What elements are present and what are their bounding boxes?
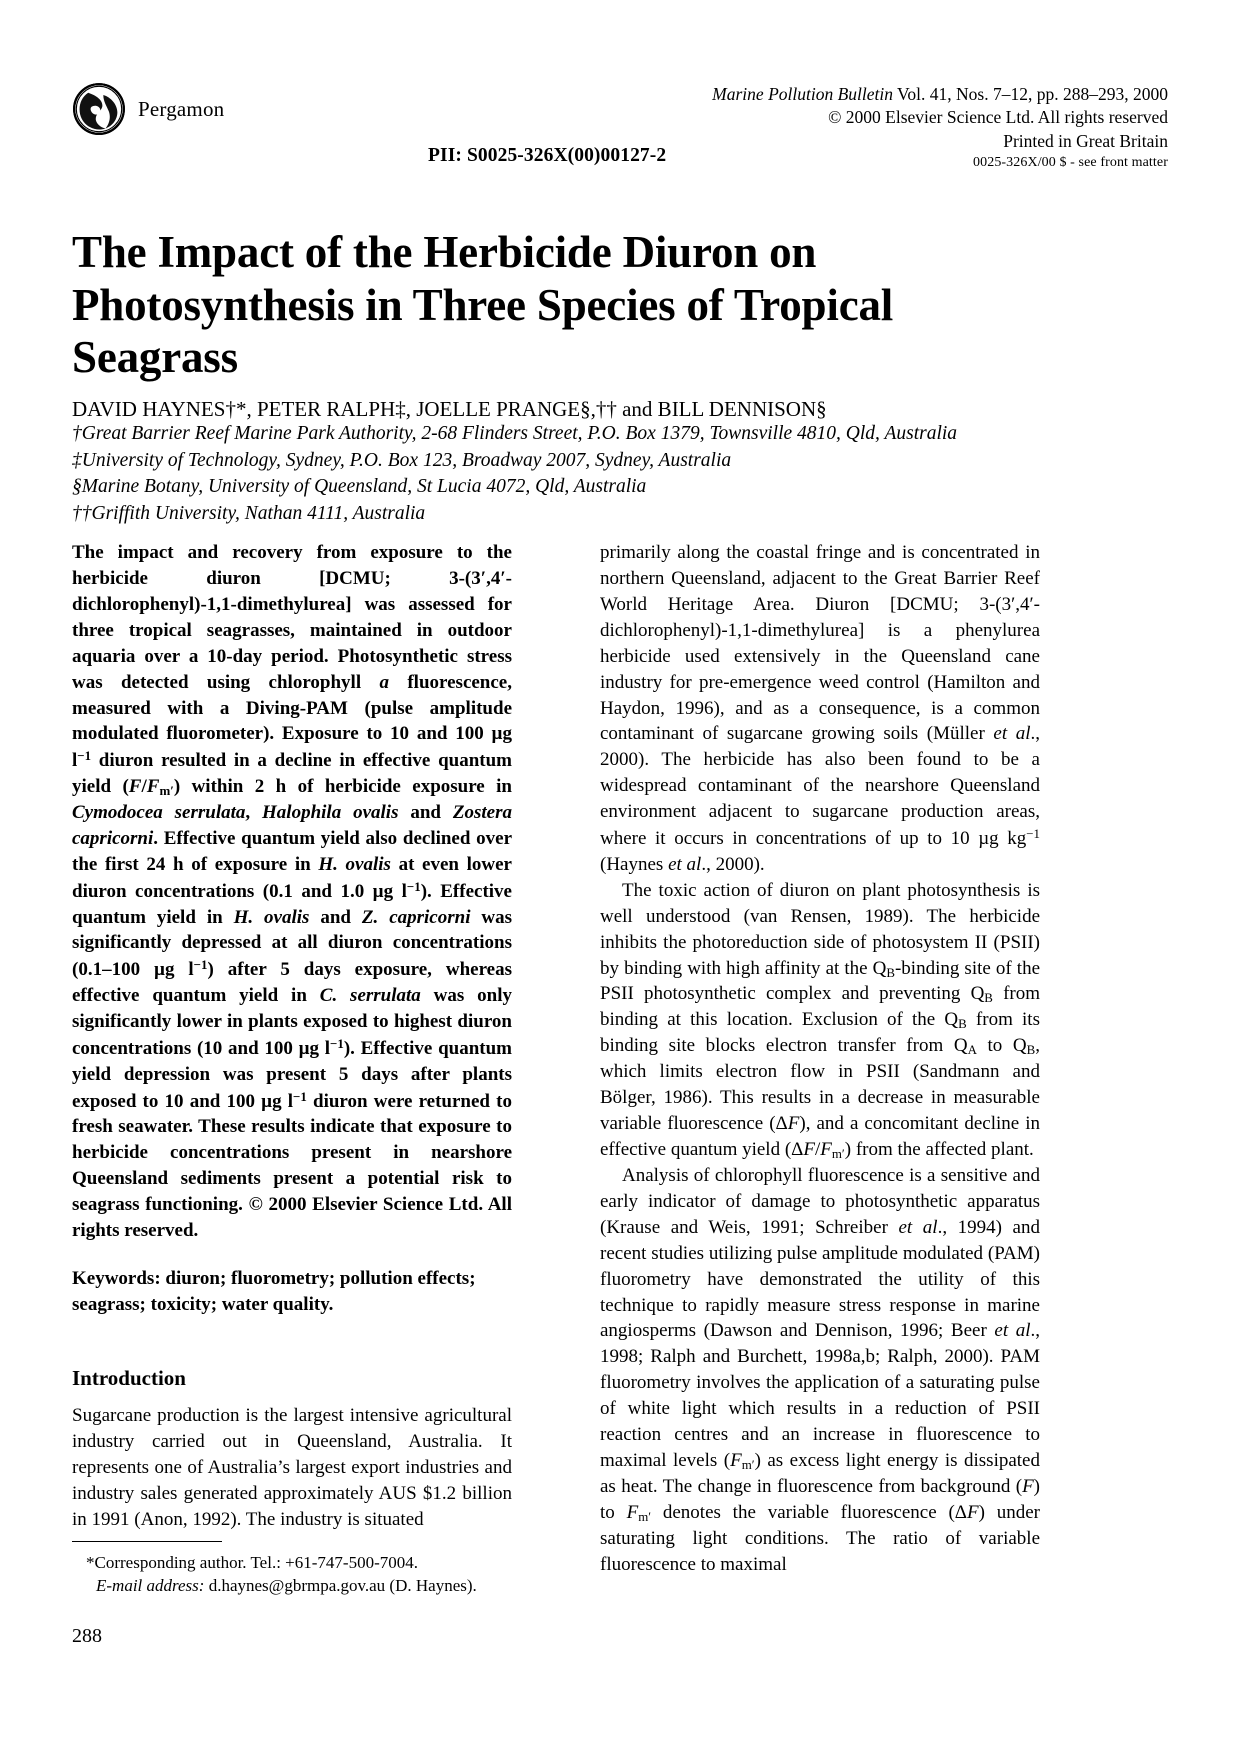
page-number: 288 bbox=[72, 1625, 102, 1647]
footnote-divider bbox=[72, 1541, 222, 1542]
affiliation-item: †Great Barrier Reef Marine Park Authority, 2-68 Flinders Street, P.O. Box 1379, Townsville 4810, Qld, Australia bbox=[72, 423, 958, 444]
body-paragraph: The toxic action of diuron on plant photosynthesis is well understood (van Rensen, 1989). The herbicide inhibits the photoreduction side of photosystem II (PSII) by binding with high affinity at the $Q_B$-binding site of the PSII photosynthetic complex and preventing $Q_B$ from binding at this location. Exclusion of the $Q_B$ from its binding site blocks electron transfer from $Q_A$ to $Q_B$, which limits electron flow in PSII (Sandmann and Bölger, 1986). This results in a decrease in measurable variable fluorescence (ΔF), and a concomitant decline in effective quantum yield $(\Delta F/F_{m'})$ from the affected plant. bbox=[600, 879, 1040, 1162]
journal-citation-line bbox=[712, 83, 1168, 106]
issn-front-matter-line: 0025-326X/00 $ - see front matter bbox=[973, 155, 1168, 171]
affiliation-item: ‡University of Technology, Sydney, P.O. Box 123, Broadway 2007, Sydney, Australia bbox=[72, 449, 732, 471]
body-paragraph: Analysis of chlorophyll fluorescence is a sensitive and early indicator of damage to photosynthetic apparatus (Krause and Weis, 1991; Schreiber et al., 1994) and recent studies utilizing pulse amplitude modulated (PAM) fluorometry have demonstrated the utility of this technique to rapidly measure stress response in marine angiosperms (Dawson and Dennison, 1996; Beer et al., 1998; Ralph and Burchett, 1998a,b; Ralph, 2000). PAM fluorometry involves the application of a saturating pulse of white light which results in a reduction of PSII reaction centres and an increase in fluorescence to maximal levels $(F_{m'})$ as excess light energy is dissipated as heat. The change in fluorescence from background (F) to $F_{m'}$ denotes the variable fluorescence (ΔF) under saturating light conditions. The ratio of variable fluorescence to maximal bbox=[600, 1164, 1040, 1575]
affiliation-item: ††Griffith University, Nathan 4111, Australia bbox=[72, 503, 426, 525]
journal-citation-block bbox=[712, 83, 1168, 173]
journal-name: Marine Pollution Bulletin bbox=[712, 84, 893, 104]
page-title: The Impact of the Herbicide Diuron on Photosynthesis in Three Species of Tropical Seagrass bbox=[72, 227, 894, 383]
right-column bbox=[600, 540, 1040, 1578]
footnote-email-label: E-mail address: bbox=[96, 1576, 205, 1596]
footnote-email-value: d.haynes@gbrmpa.gov.au (D. Haynes). bbox=[204, 1576, 477, 1596]
masthead bbox=[72, 82, 1168, 172]
footnote-email-line bbox=[72, 1574, 512, 1597]
printed-in-line: Printed in Great Britain bbox=[1003, 130, 1168, 151]
left-column bbox=[72, 540, 512, 1533]
pergamon-head-logo-icon bbox=[72, 82, 126, 136]
body-paragraph: primarily along the coastal fringe and is concentrated in northern Queensland, adjacent to the Great Barrier Reef World Heritage Area. Diuron [DCMU; 3-(3′,4′-dichlorophenyl)-1,1-dimethylurea] is a phenylurea herbicide used extensively in the Queensland cane industry for pre-emergence weed control (Hamilton and Haydon, 1996), and as a consequence, is a common contaminant of sugarcane growing soils (Müller et al., 2000). The herbicide has also been found to be a widespread contaminant of the nearshore Queensland environment adjacent to sugarcane production areas, where it occurs in concentrations of up to 10 µg $kg^{-1}$ (Haynes et al., 2000). bbox=[600, 542, 1040, 875]
publisher-logo-block bbox=[72, 82, 224, 136]
journal-volume-pages: Vol. 41, Nos. 7–12, pp. 288–293, 2000 bbox=[892, 84, 1168, 104]
publisher-name: Pergamon bbox=[138, 96, 225, 121]
pii-identifier: PII: S0025-326X(00)00127-2 bbox=[428, 145, 667, 166]
copyright-line: © 2000 Elsevier Science Ltd. All rights reserved bbox=[828, 107, 1168, 128]
footnote-tel-line: *Corresponding author. Tel.: +61-747-500-7004. bbox=[86, 1553, 418, 1572]
keywords-line: Keywords: diuron; fluorometry; pollution effects; seagrass; toxicity; water quality. bbox=[72, 1267, 476, 1315]
corresponding-author-footnote bbox=[72, 1541, 512, 1598]
affiliation-list bbox=[72, 421, 1062, 528]
affiliation-item: §Marine Botany, University of Queensland, St Lucia 4072, Qld, Australia bbox=[72, 476, 647, 498]
author-list: DAVID HAYNES†*, PETER RALPH‡, JOELLE PRANGE§,†† and BILL DENNISON§ bbox=[72, 397, 827, 421]
abstract-text: The impact and recovery from exposure to the herbicide diuron [DCMU; 3-(3′,4′-dichlorophenyl)-1,1-dimethylurea] was assessed for three tropical seagrasses, maintained in outdoor aquaria over a 10-day period. Photosynthetic stress was detected using chlorophyll a fluorescence, measured with a Diving-PAM (pulse amplitude modulated fluorometer). Exposure to 10 and 100 µg $l^{-1}$ diuron resulted in a decline in effective quantum yield $(F/F_{m'})$ within 2 h of herbicide exposure in Cymodocea serrulata, Halophila ovalis and Zostera capricorni. Effective quantum yield also declined over the first 24 h of exposure in H. ovalis at even lower diuron concentrations (0.1 and 1.0 µg $l^{-1}$). Effective quantum yield in H. ovalis and Z. capricorni was significantly depressed at all diuron concentrations (0.1–100 µg $l^{-1}$) after 5 days exposure, whereas effective quantum yield in C. serrulata was only significantly lower in plants exposed to highest diuron concentrations (10 and 100 µg $l^{-1}$). Effective quantum yield depression was present 5 days after plants exposed to 10 and 100 µg $l^{-1}$ diuron were returned to fresh seawater. These results indicate that exposure to herbicide concentrations present in nearshore Queensland sediments present a potential risk to seagrass functioning. © 2000 Elsevier Science Ltd. All rights reserved. bbox=[72, 542, 513, 1242]
section-heading-introduction: Introduction bbox=[72, 1365, 186, 1390]
intro-paragraph: Sugarcane production is the largest intensive agricultural industry carried out in Queensland, Australia. It represents one of Australia’s largest export industries and industry sales generated approximately AUS $1.2 billion in 1991 (Anon, 1992). The industry is situated bbox=[72, 1405, 512, 1531]
